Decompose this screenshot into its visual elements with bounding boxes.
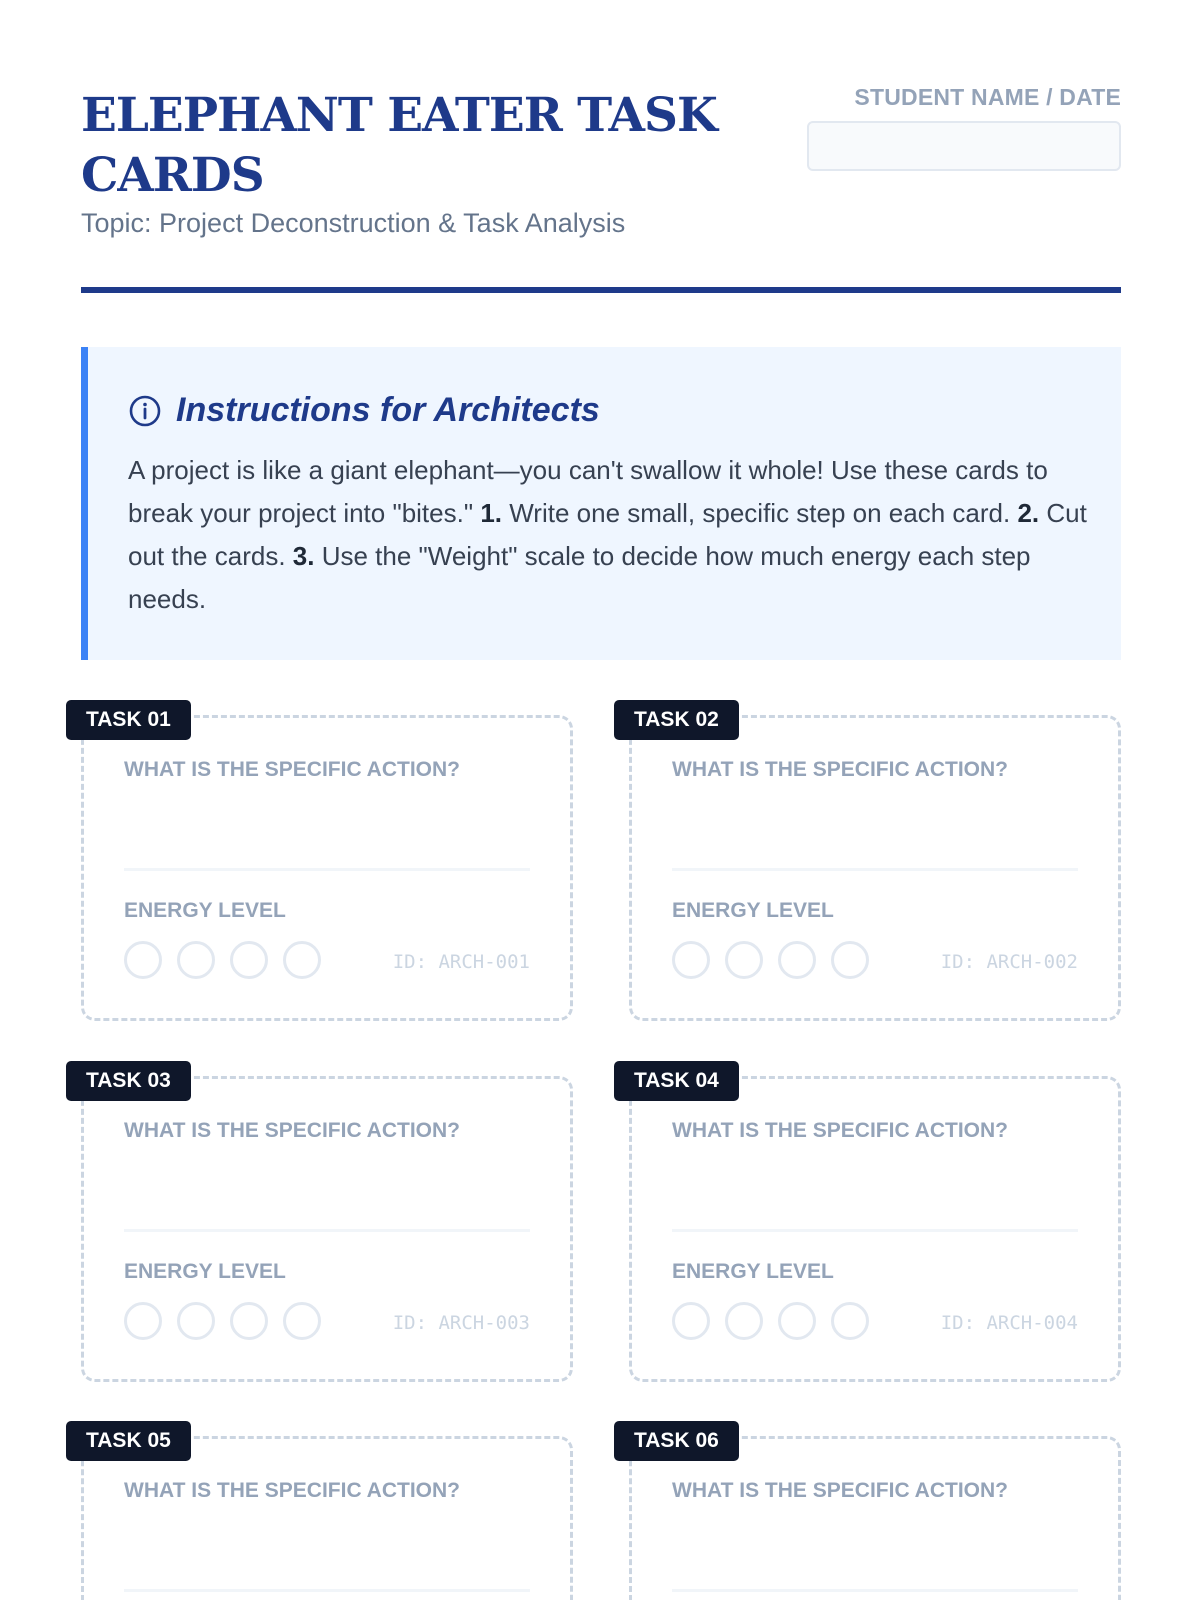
task-card [81, 708, 573, 1021]
student-name-label: STUDENT NAME / DATE [854, 84, 1121, 110]
task-tag: TASK 06 [614, 1421, 739, 1461]
task-tag: TASK 02 [614, 700, 739, 740]
energy-level-label: ENERGY LEVEL [672, 899, 834, 922]
card-id: ID: ARCH-001 [392, 951, 530, 973]
energy-circle[interactable] [230, 1302, 268, 1340]
task-card [629, 1069, 1121, 1382]
energy-scale [124, 1302, 321, 1340]
energy-circle[interactable] [177, 941, 215, 979]
page-topic: Topic: Project Deconstruction & Task Analysis [81, 208, 626, 238]
action-answer-line[interactable] [672, 1229, 1078, 1232]
energy-circle[interactable] [177, 1302, 215, 1340]
action-question-label: WHAT IS THE SPECIFIC ACTION? [124, 758, 460, 781]
energy-circle[interactable] [124, 941, 162, 979]
action-answer-line[interactable] [124, 868, 530, 871]
energy-level-label: ENERGY LEVEL [124, 1260, 286, 1283]
action-answer-line[interactable] [672, 1589, 1078, 1592]
action-answer-line[interactable] [124, 1589, 530, 1592]
energy-level-label: ENERGY LEVEL [124, 899, 286, 922]
energy-circle[interactable] [672, 941, 710, 979]
task-tag: TASK 04 [614, 1061, 739, 1101]
task-tag: TASK 05 [66, 1421, 191, 1461]
card-id: ID: ARCH-002 [940, 951, 1078, 973]
energy-scale [672, 941, 869, 979]
step-2-text: Cut out the cards. [128, 498, 1087, 571]
header-divider [81, 287, 1121, 293]
instructions-title: Instructions for Architects [176, 391, 600, 429]
energy-circle[interactable] [124, 1302, 162, 1340]
task-card [629, 708, 1121, 1021]
energy-scale [672, 1302, 869, 1340]
page-header [81, 80, 1121, 280]
card-id: ID: ARCH-003 [392, 1312, 530, 1334]
action-answer-line[interactable] [672, 868, 1078, 871]
instructions-heading [128, 391, 600, 430]
energy-circle[interactable] [725, 1302, 763, 1340]
action-question-label: WHAT IS THE SPECIFIC ACTION? [672, 758, 1008, 781]
card-id: ID: ARCH-004 [940, 1312, 1078, 1334]
step-2-number: 2. [1017, 498, 1040, 528]
energy-circle[interactable] [283, 1302, 321, 1340]
energy-circle[interactable] [725, 941, 763, 979]
task-tag: TASK 03 [66, 1061, 191, 1101]
page-title: ELEPHANT EATER TASK CARDS [81, 88, 717, 203]
energy-circle[interactable] [672, 1302, 710, 1340]
step-1-text: Write one small, specific step on each card. [509, 498, 1011, 528]
instructions-intro: A project is like a giant elephant—you can't swallow it whole! Use these cards to break your project into "bites." [128, 455, 1048, 528]
action-question-label: WHAT IS THE SPECIFIC ACTION? [672, 1119, 1008, 1142]
action-question-label: WHAT IS THE SPECIFIC ACTION? [124, 1479, 460, 1502]
info-icon [128, 394, 162, 428]
action-answer-line[interactable] [124, 1229, 530, 1232]
student-name-input[interactable] [807, 121, 1121, 171]
energy-circle[interactable] [778, 941, 816, 979]
energy-circle[interactable] [778, 1302, 816, 1340]
task-card [81, 1429, 573, 1600]
energy-scale [124, 941, 321, 979]
step-3-number: 3. [292, 541, 315, 571]
task-card [81, 1069, 573, 1382]
step-3-text: Use the "Weight" scale to decide how much energy each step needs. [128, 541, 1031, 614]
action-question-label: WHAT IS THE SPECIFIC ACTION? [124, 1119, 460, 1142]
task-tag: TASK 01 [66, 700, 191, 740]
energy-circle[interactable] [831, 1302, 869, 1340]
energy-level-label: ENERGY LEVEL [672, 1260, 834, 1283]
energy-circle[interactable] [831, 941, 869, 979]
action-question-label: WHAT IS THE SPECIFIC ACTION? [672, 1479, 1008, 1502]
instructions-text [128, 449, 1088, 621]
energy-circle[interactable] [230, 941, 268, 979]
energy-circle[interactable] [283, 941, 321, 979]
instructions-panel [81, 347, 1121, 660]
task-card [629, 1429, 1121, 1600]
step-1-number: 1. [480, 498, 502, 528]
